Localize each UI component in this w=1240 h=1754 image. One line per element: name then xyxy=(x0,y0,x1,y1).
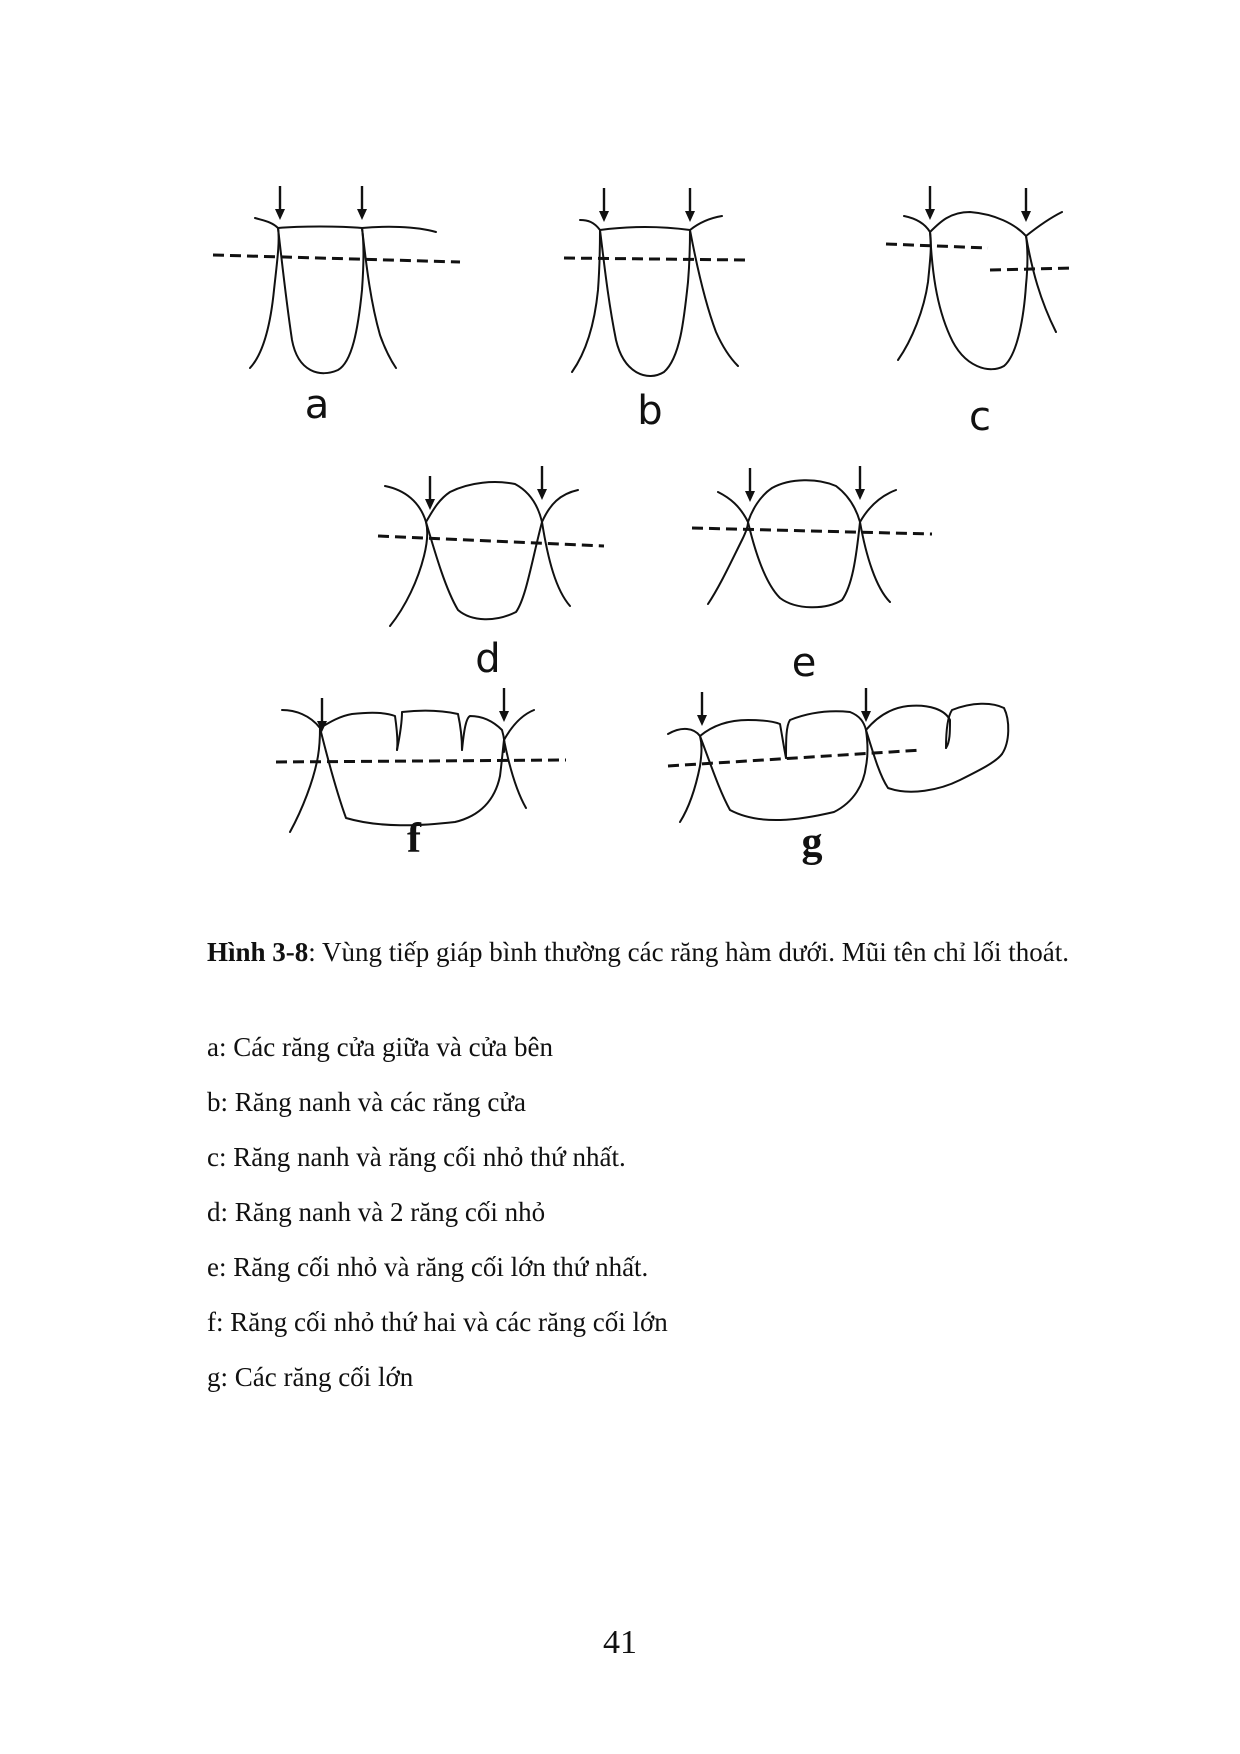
caption-text: : Vùng tiếp giáp bình thường các răng hàm dưới. Mũi tên chỉ lối thoát. xyxy=(308,937,1069,967)
legend-item-c: c: Răng nanh và răng cối nhỏ thứ nhất. xyxy=(207,1142,626,1172)
panel-g-diagram xyxy=(668,688,1008,866)
legend-item-g: g: Các răng cối lớn xyxy=(207,1362,414,1392)
panel-f-label: f xyxy=(407,816,421,862)
panel-a-label: a xyxy=(304,382,330,428)
caption-legend-list xyxy=(207,1027,668,1412)
figure-caption xyxy=(207,932,1123,973)
legend-item-d: d: Răng nanh và 2 răng cối nhỏ xyxy=(207,1197,546,1227)
panel-d-label: d xyxy=(475,636,501,682)
panel-b-diagram xyxy=(564,188,745,434)
legend-item-b: b: Răng nanh và các răng cửa xyxy=(207,1087,526,1117)
legend-item-f: f: Răng cối nhỏ thứ hai và các răng cối lớn xyxy=(207,1307,668,1337)
panel-c-diagram xyxy=(886,186,1074,440)
panel-b-label: b xyxy=(637,388,663,434)
panel-f-diagram xyxy=(276,688,566,862)
legend-item-a: a: Các răng cửa giữa và cửa bên xyxy=(207,1032,553,1062)
panel-g-label: g xyxy=(801,820,823,866)
legend-item-e: e: Răng cối nhỏ và răng cối lớn thứ nhất. xyxy=(207,1252,649,1282)
panel-a-diagram xyxy=(213,186,460,428)
panel-e-label: e xyxy=(791,640,817,686)
panel-e-diagram xyxy=(692,466,932,686)
panel-c-label: c xyxy=(969,394,991,440)
page-number: 41 xyxy=(603,1624,637,1661)
panel-d-diagram xyxy=(378,466,604,682)
figure-number: Hình 3-8 xyxy=(207,937,309,967)
